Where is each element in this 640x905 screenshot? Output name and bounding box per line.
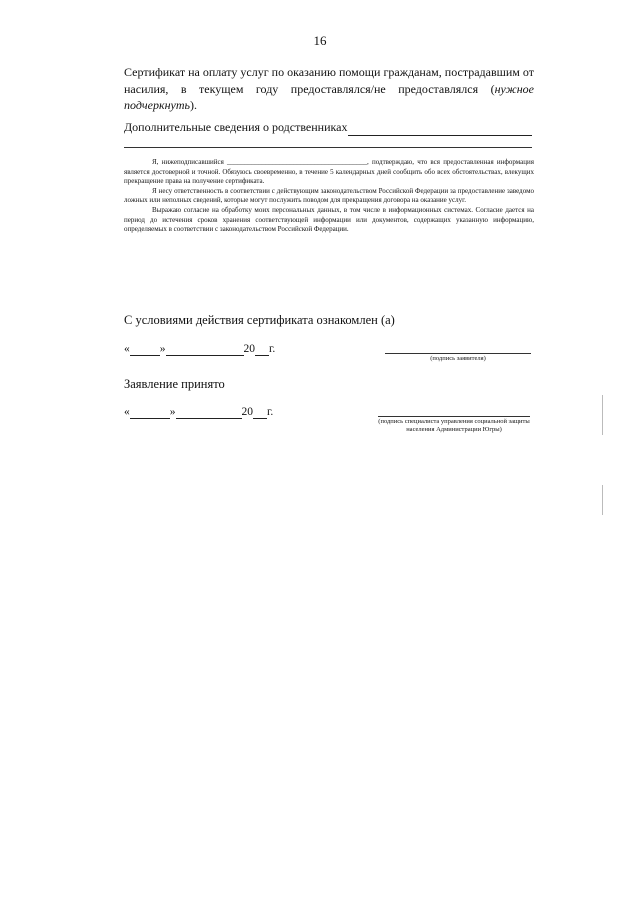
declaration-paragraph-1: Я, нижеподписавшийся ________________________________________, подтверждаю, что вся предоставленная информация является достоверной и точной. Обязуюсь своевременно, в течение 5 календарных дней сообщить обо всех обстоятельствах, влекущих прекращение права на получение сертификата. [124, 158, 534, 186]
acknowledged-label: С условиями действия сертификата ознакомлен (а) [124, 313, 395, 327]
accepted-month-blank [176, 406, 242, 419]
page-number: 16 [313, 33, 327, 48]
certificate-paragraph [124, 64, 534, 114]
accepted-day-blank [130, 406, 170, 419]
relatives-label: Дополнительные сведения о родственниках [124, 120, 348, 134]
relatives-blank [348, 120, 532, 136]
acknowledged-date [124, 343, 275, 356]
declaration-paragraph-2: Я несу ответственность в соответствии с действующим законодательством Российской Федерации за предоставление заведомо ложных или неполных сведений, которые могут послужить поводом для прекращения договора на оказание услуг. [124, 186, 534, 205]
relatives-field [124, 120, 532, 136]
specialist-signature-line [378, 416, 530, 417]
accepted-label: Заявление принято [124, 377, 225, 391]
accepted-date-close: » [169, 406, 176, 418]
specialist-signature-caption: (подпись специалиста управления социальной защиты населения Администрации Югры) [378, 418, 530, 433]
certificate-italic-note: нужное подчеркнуть [124, 81, 534, 112]
acknowledged-day-blank [130, 343, 160, 356]
scan-edge-mark [602, 395, 603, 435]
relatives-second-line [124, 147, 532, 148]
acknowledged-year-suffix: г. [269, 343, 276, 355]
acknowledged-date-close: » [159, 343, 166, 355]
certificate-text: Сертификат на оплату услуг по оказанию помощи гражданам, пострадавшим от насилия, в текущем году предоставлялся/не предоставлялся ( [124, 65, 534, 96]
accepted-date-open: « [124, 406, 130, 418]
accepted-year-blank [253, 406, 267, 419]
acknowledged-month-blank [166, 343, 244, 356]
certificate-end: ). [189, 98, 197, 112]
declaration-paragraph-3: Выражаю согласие на обработку моих персональных данных, в том числе в информационных системах. Согласие дается на период до истечения сроков хранения соответствующей информации или документов, содержащих указанную информацию, определяемых в соответствии с законодательством Российской Федерации. [124, 205, 534, 234]
accepted-year-suffix: г. [267, 406, 274, 418]
accepted-year-prefix: 20 [241, 406, 253, 418]
applicant-signature-caption: (подпись заявителя) [430, 355, 486, 362]
acknowledged-year-prefix: 20 [243, 343, 255, 355]
acknowledged-year-blank [255, 343, 269, 356]
declaration-block [124, 158, 534, 235]
accepted-date [124, 406, 273, 419]
scan-edge-mark [602, 485, 603, 515]
acknowledged-date-open: « [124, 343, 130, 355]
applicant-signature-line [385, 353, 531, 354]
